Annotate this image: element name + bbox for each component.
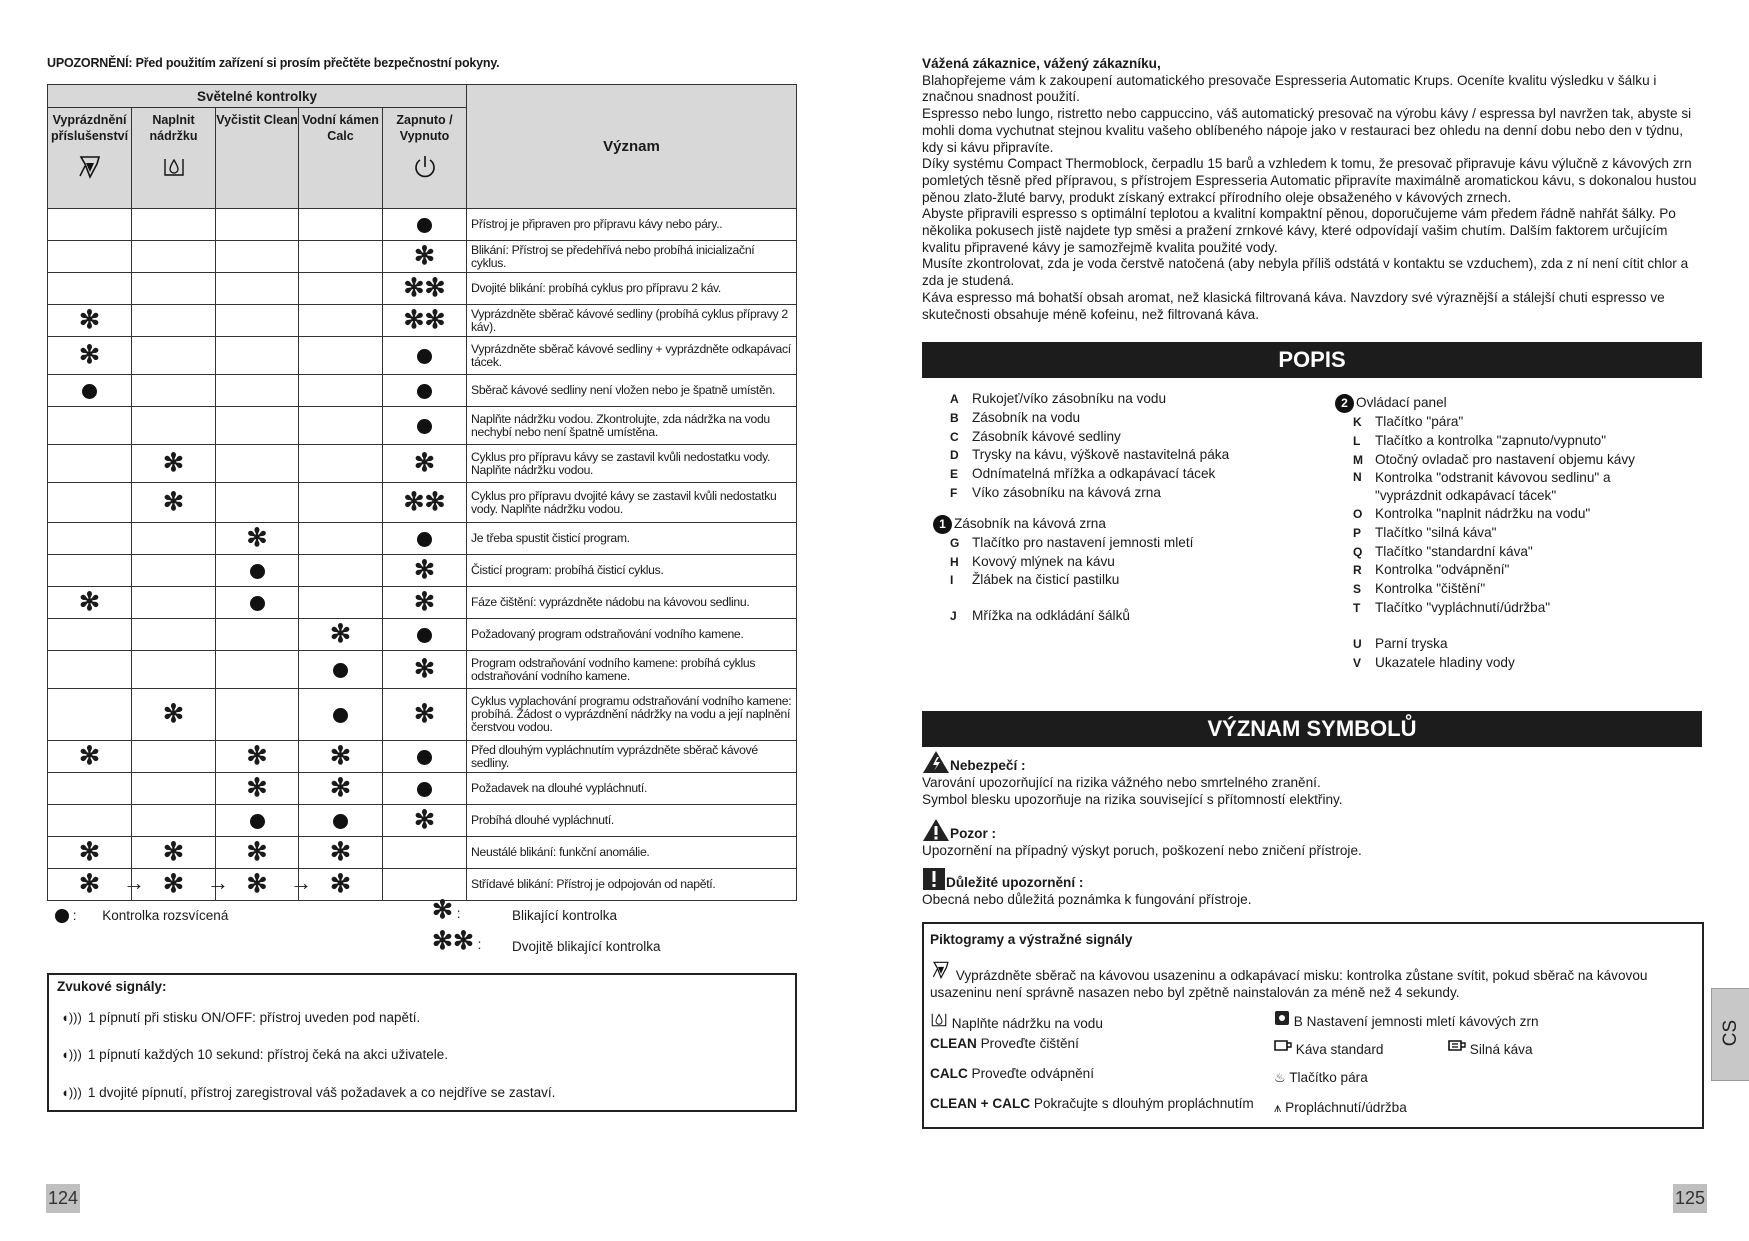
blink-icon: ✻ bbox=[163, 449, 184, 477]
meaning-cell: Dvojité blikání: probíhá cyklus pro přípravu 2 káv. bbox=[467, 273, 797, 305]
indicator-cell bbox=[48, 241, 132, 273]
indicator-cell bbox=[299, 741, 383, 773]
indicator-cell bbox=[216, 273, 299, 305]
table-row bbox=[48, 445, 797, 483]
list-item: F Víko zásobníku na kávová zrna bbox=[950, 484, 1161, 500]
meaning-cell: Neustálé blikání: funkční anomálie. bbox=[467, 837, 797, 869]
grinder-icon bbox=[1274, 1010, 1290, 1026]
safety-warning: UPOZORNĚNÍ: Před použitím zařízení si prosím přečtěte bezpečnostní pokyny. bbox=[47, 56, 500, 70]
meaning-cell: Požadovaný program odstraňování vodního kamene. bbox=[467, 619, 797, 651]
lit-dot-icon bbox=[417, 628, 432, 643]
blink-icon: ✻ bbox=[330, 838, 351, 866]
indicator-cell bbox=[299, 587, 383, 619]
blink-icon: ✻ bbox=[330, 774, 351, 802]
blink-icon: ✻ bbox=[163, 488, 184, 516]
group1-title: 1 Zásobník na kávová zrna bbox=[933, 515, 1320, 534]
list-item: T Tlačítko "vypláchnutí/údržba" bbox=[1353, 599, 1551, 615]
indicator-cell bbox=[216, 619, 299, 651]
indicator-cell bbox=[299, 375, 383, 407]
indicator-cell bbox=[48, 407, 132, 445]
indicator-cell bbox=[216, 741, 299, 773]
lit-dot-icon bbox=[333, 663, 348, 678]
col-header-clean: Vyčistit Clean bbox=[216, 108, 299, 209]
blink-icon: ✻ bbox=[246, 742, 268, 770]
list-item: I Žlábek na čisticí pastilku bbox=[950, 572, 1120, 588]
indicator-cell bbox=[216, 651, 299, 689]
list-item: V Ukazatele hladiny vody bbox=[1353, 654, 1515, 670]
indicator-cell bbox=[216, 555, 299, 587]
pictograms-title: Piktogramy a výstražné signály bbox=[930, 932, 1133, 947]
indicator-cell bbox=[299, 241, 383, 273]
lit-dot-icon bbox=[333, 708, 348, 723]
col-header-power: Zapnuto / Vypnuto bbox=[383, 108, 467, 209]
list-item: J Mřížka na odkládání šálků bbox=[950, 608, 1130, 624]
danger-icon bbox=[922, 750, 950, 774]
indicator-cell bbox=[132, 523, 216, 555]
meaning-cell: Probíhá dlouhé vypláchnutí. bbox=[467, 805, 797, 837]
table-row bbox=[48, 209, 797, 241]
indicator-cell bbox=[216, 445, 299, 483]
col-header-calc: Vodní kámen Calc bbox=[299, 108, 383, 209]
blink-icon: ✻ bbox=[330, 742, 351, 770]
meaning-cell: Blikání: Přístroj se předehřívá nebo probíhá inicializační cyklus. bbox=[467, 241, 797, 273]
water-tank-icon bbox=[930, 1010, 948, 1028]
table-row bbox=[48, 375, 797, 407]
drip-tray-icon bbox=[77, 154, 103, 180]
lit-dot-icon bbox=[333, 814, 348, 829]
list-item: S Kontrolka "čištění" bbox=[1353, 581, 1486, 597]
list-item: E Odnímatelná mřížka a odkapávací tácek bbox=[950, 466, 1216, 482]
indicator-cell bbox=[383, 273, 467, 305]
drip-tray-icon bbox=[930, 960, 952, 980]
list-item: C Zásobník kávové sedliny bbox=[950, 428, 1121, 444]
indicator-cell bbox=[48, 587, 132, 619]
lit-dot-icon bbox=[417, 782, 432, 797]
indicator-cell bbox=[383, 483, 467, 523]
indicator-cell bbox=[299, 773, 383, 805]
indicator-cell bbox=[383, 305, 467, 337]
lit-dot-icon bbox=[417, 384, 432, 399]
indicator-cell bbox=[299, 445, 383, 483]
table-row bbox=[48, 483, 797, 523]
indicator-cell bbox=[383, 773, 467, 805]
list-item: Q Tlačítko "standardní káva" bbox=[1353, 543, 1533, 559]
col-header-fill-tank: Naplnit nádržku bbox=[132, 108, 216, 209]
indicator-cell bbox=[48, 523, 132, 555]
indicator-cell bbox=[299, 523, 383, 555]
indicator-cell bbox=[383, 689, 467, 741]
indicator-cell bbox=[216, 523, 299, 555]
indicator-cell bbox=[132, 273, 216, 305]
water-tank-icon bbox=[162, 154, 186, 178]
sound-item: ◖))) 1 pípnutí každých 10 sekund: přístroj čeká na akci uživatele. bbox=[61, 1047, 449, 1062]
indicator-cell bbox=[299, 619, 383, 651]
indicator-cell bbox=[383, 587, 467, 619]
rinse-pictogram: ⩚ Propláchnutí/údržba bbox=[1274, 1100, 1407, 1115]
indicator-cell bbox=[383, 805, 467, 837]
indicator-cell bbox=[132, 375, 216, 407]
indicator-cell bbox=[299, 689, 383, 741]
lit-dot-icon bbox=[250, 596, 265, 611]
blink-icon: ✻ bbox=[414, 806, 435, 834]
page-number-right: 125 bbox=[1673, 1184, 1707, 1213]
indicator-cell bbox=[216, 773, 299, 805]
sound-item: ◖))) 1 dvojité pípnutí, přístroj zaregistroval váš požadavek a co nejdříve se zastaví. bbox=[61, 1085, 556, 1100]
table-row bbox=[48, 689, 797, 741]
indicator-cell bbox=[132, 445, 216, 483]
blink-icon: ✻ bbox=[79, 838, 100, 866]
table-row bbox=[48, 273, 797, 305]
indicator-cell bbox=[132, 689, 216, 741]
lit-dot-icon bbox=[417, 419, 432, 434]
indicator-cell bbox=[216, 407, 299, 445]
lit-dot-icon bbox=[417, 218, 432, 233]
blink-icon: ✻ bbox=[330, 870, 351, 898]
indicator-cell bbox=[132, 555, 216, 587]
steam-pictogram: ♨ Tlačítko pára bbox=[1274, 1070, 1368, 1085]
indicator-cell bbox=[383, 869, 467, 901]
table-row bbox=[48, 651, 797, 689]
indicator-cell bbox=[299, 407, 383, 445]
lit-dot-icon bbox=[250, 564, 265, 579]
indicator-cell bbox=[132, 241, 216, 273]
fill-tank-pictogram: Naplňte nádržku na vodu bbox=[930, 1010, 1103, 1031]
page-number-left: 124 bbox=[46, 1184, 80, 1213]
indicator-cell bbox=[132, 805, 216, 837]
intro-text: Vážená zákaznice, vážený zákazníku, Blahopřejeme vám k zakoupení automatického presovače Espresseria Automatic Krups. Oceníte kvalitu výsledku v šálku i značnou snadnost použití. Espresso nebo lungo, ristretto nebo cappuccino, váš automatický presovač na výrobu kávy / espressa byl navržen tak, abyste si mohli doma vychutnat stejnou kvalitu vašeho oblíbeného nápoje jako v restauraci bez ohledu na denní dobu nebo den v týdnu, kdy si kávu připravíte. Díky systému Compact Thermoblock, čerpadlu 15 barů a vzhledem k tomu, že presovač připravuje kávu výlučně z kávových zrn pomletých těsně před přípravou, s přístrojem Espresseria Automatic připravíte maximálně aromatickou kávu, s dokonalou hustou pěnou zlato-žluté barvy, produkt získaný extrakcí přírodního oleje obsaženého v kávových zrnech. Abyste připravili espresso s optimální teplotou a kvalitní kompaktní pěnou, doporučujeme vám předem řádně nahřát šálky. Po několika pokusech jistě najdete typ směsi a pražení zrnkové kávy, které odpovídají vašim chutím. Dalším faktorem určujícím kvalitu připravené kávy je samozřejmě kvalita použité vody. Musíte zkontrolovat, zda je voda čerstvě natočená (aby nebyla příliš odstátá v kontaktu se vzduchem), zda z ní není cítit chlor a zda je studená. Káva espresso má bohatší obsah aromat, než klasická filtrovaná káva. Navzdory své výraznější a stálejší chuti espresso ve skutečnosti obsahuje méně kofeinu, než filtrovaná káva. bbox=[922, 56, 1697, 322]
table-row bbox=[48, 837, 797, 869]
indicator-cell bbox=[383, 741, 467, 773]
table-row bbox=[48, 619, 797, 651]
double-blink-icon: ✻✻ bbox=[432, 927, 474, 955]
meaning-cell: Program odstraňování vodního kamene: probíhá cyklus odstraňování vodního kamene. bbox=[467, 651, 797, 689]
double-blink-icon: ✻✻ bbox=[403, 274, 446, 302]
meaning-cell: Přístroj je připraven pro přípravu kávy nebo páry.. bbox=[467, 209, 797, 241]
indicator-cell bbox=[48, 619, 132, 651]
indicator-cell bbox=[383, 241, 467, 273]
indicator-cell bbox=[132, 209, 216, 241]
blink-icon: ✻ bbox=[330, 620, 351, 648]
number-badge: 2 bbox=[1335, 394, 1354, 413]
list-item: O Kontrolka "naplnit nádržku na vodu" bbox=[1353, 505, 1591, 521]
indicator-cell bbox=[132, 407, 216, 445]
list-item: K Tlačítko "pára" bbox=[1353, 414, 1464, 429]
clean-pictogram: CLEAN Proveďte čištění bbox=[930, 1036, 1079, 1051]
power-icon bbox=[412, 154, 438, 180]
indicator-cell bbox=[48, 209, 132, 241]
list-item: G Tlačítko pro nastavení jemnosti mletí bbox=[950, 534, 1194, 550]
blink-icon: ✻ bbox=[79, 870, 100, 898]
indicator-cell bbox=[216, 587, 299, 619]
meaning-cell: Cyklus pro přípravu dvojité kávy se zastavil kvůli nedostatku vody. Naplňte nádržku vodou. bbox=[467, 483, 797, 523]
legend-lit: : Kontrolka rozsvícená bbox=[55, 908, 228, 923]
table-row bbox=[48, 773, 797, 805]
indicator-cell bbox=[216, 209, 299, 241]
indicator-cell bbox=[383, 555, 467, 587]
indicator-cell bbox=[48, 337, 132, 375]
legend-blink: ✻ : Blikající kontrolka bbox=[432, 896, 618, 924]
indicator-cell bbox=[216, 305, 299, 337]
blink-icon: ✻ bbox=[414, 655, 435, 683]
lit-dot-icon bbox=[417, 532, 432, 547]
blink-icon: ✻ bbox=[246, 838, 268, 866]
indicator-cell bbox=[48, 805, 132, 837]
grind-pictogram: B Nastavení jemnosti mletí kávových zrn bbox=[1274, 1010, 1539, 1029]
indicator-cell bbox=[48, 445, 132, 483]
symbols-section: Nebezpečí : Varování upozorňující na rizika vážného nebo smrtelného zranění. Symbol blesku upozorňuje na rizika související s přítomností elektřiny. Pozor : Upozornění na případný výskyt poruch, poškození nebo zničení přístroje. Důležité upozornění : Obecná nebo důležitá poznámka k fungování přístroje. bbox=[922, 750, 1692, 908]
speaker-icon: ◖))) bbox=[61, 1047, 82, 1062]
blink-icon: ✻ bbox=[414, 242, 435, 270]
standard-coffee-pictogram: Káva standard bbox=[1274, 1040, 1383, 1057]
table-row bbox=[48, 407, 797, 445]
meaning-cell: Cyklus pro přípravu kávy se zastavil kvůli nedostatku vody. Naplňte nádržku vodou. bbox=[467, 445, 797, 483]
meaning-cell: Fáze čištění: vyprázdněte nádobu na kávovou sedlinu. bbox=[467, 587, 797, 619]
arrow-right-icon: → bbox=[290, 870, 312, 895]
lit-dot-icon bbox=[250, 814, 265, 829]
caution-icon bbox=[922, 818, 950, 842]
popis-heading: POPIS bbox=[922, 342, 1702, 378]
list-item: D Trysky na kávu, výškově nastavitelná páka bbox=[950, 447, 1230, 463]
important-icon bbox=[922, 867, 946, 891]
blink-icon: ✻ bbox=[163, 700, 184, 728]
indicator-table bbox=[47, 84, 797, 901]
meaning-cell: Před dlouhým vypláchnutím vyprázdněte sběrač kávové sedliny. bbox=[467, 741, 797, 773]
indicator-cell bbox=[132, 619, 216, 651]
blink-icon: ✻ bbox=[163, 838, 184, 866]
indicator-cell bbox=[383, 375, 467, 407]
list-item: R Kontrolka "odvápnění" bbox=[1353, 562, 1510, 578]
meaning-cell: Požadavek na dlouhé vypláchnutí. bbox=[467, 773, 797, 805]
indicator-cell bbox=[299, 337, 383, 375]
meaning-cell: Střídavé blikání: Přístroj je odpojován od napětí. bbox=[467, 869, 797, 901]
language-tab: CS bbox=[1711, 988, 1749, 1081]
calc-pictogram: CALC Proveďte odvápnění bbox=[930, 1066, 1095, 1081]
strong-coffee-icon bbox=[1448, 1040, 1466, 1054]
arrow-right-icon: → bbox=[207, 870, 229, 895]
indicator-cell bbox=[48, 555, 132, 587]
indicator-cell bbox=[383, 337, 467, 375]
lit-dot-icon bbox=[417, 750, 432, 765]
list-item: P Tlačítko "silná káva" bbox=[1353, 524, 1497, 540]
meaning-cell: Je třeba spustit čisticí program. bbox=[467, 523, 797, 555]
steam-icon: ♨ bbox=[1274, 1070, 1286, 1085]
legend-double-blink: ✻✻ : Dvojitě blikající kontrolka bbox=[432, 927, 661, 955]
indicator-cell bbox=[383, 837, 467, 869]
meaning-cell: Naplňte nádržku vodou. Zkontrolujte, zda nádržka na vodu nechybí nebo není špatně umístěna. bbox=[467, 407, 797, 445]
indicator-cell bbox=[383, 407, 467, 445]
double-blink-icon: ✻✻ bbox=[403, 306, 446, 334]
blink-icon: ✻ bbox=[79, 742, 100, 770]
indicator-cell bbox=[132, 837, 216, 869]
sound-signals-box bbox=[47, 973, 797, 1112]
list-item: A Rukojeť/víko zásobníku na vodu bbox=[950, 391, 1167, 406]
indicator-cell bbox=[383, 445, 467, 483]
indicator-cell bbox=[299, 805, 383, 837]
indicator-cell bbox=[299, 305, 383, 337]
indicator-cell bbox=[299, 209, 383, 241]
parts-list-left bbox=[939, 390, 1320, 626]
indicator-cell bbox=[299, 483, 383, 523]
indicator-cell bbox=[383, 651, 467, 689]
blink-icon: ✻ bbox=[246, 774, 268, 802]
blink-icon: ✻ bbox=[246, 524, 268, 552]
indicator-cell bbox=[132, 305, 216, 337]
symbols-heading: VÝZNAM SYMBOLŮ bbox=[922, 711, 1702, 747]
blink-icon: ✻ bbox=[414, 449, 435, 477]
pictograms-box bbox=[922, 922, 1704, 1129]
sound-item: ◖))) 1 pípnutí při stisku ON/OFF: přístroj uveden pod napětí. bbox=[61, 1010, 421, 1025]
lit-dot-icon bbox=[55, 909, 69, 923]
indicator-cell bbox=[216, 337, 299, 375]
indicator-cell bbox=[132, 773, 216, 805]
indicator-cell bbox=[132, 483, 216, 523]
indicator-cell bbox=[48, 305, 132, 337]
indicator-cell bbox=[216, 805, 299, 837]
indicator-cell bbox=[132, 651, 216, 689]
sound-signals-title: Zvukové signály: bbox=[57, 979, 167, 994]
blink-icon: ✻ bbox=[163, 870, 184, 898]
indicator-cell bbox=[48, 375, 132, 407]
lit-dot-icon bbox=[82, 384, 97, 399]
indicator-cell bbox=[48, 483, 132, 523]
indicator-group-header: Světelné kontrolky bbox=[48, 85, 467, 108]
meaning-header: Význam bbox=[467, 85, 797, 209]
list-item: H Kovový mlýnek na kávu bbox=[950, 553, 1115, 569]
table-row bbox=[48, 337, 797, 375]
meaning-cell: Cyklus vyplachování programu odstraňování vodního kamene: probíhá. Žádost o vyprázdnění nádržky na vodu a její naplnění čerstvou vodou. bbox=[467, 689, 797, 741]
indicator-cell bbox=[48, 837, 132, 869]
rinse-icon: ⩚ bbox=[1274, 1100, 1282, 1115]
indicator-cell bbox=[299, 555, 383, 587]
indicator-cell bbox=[48, 741, 132, 773]
group2-title: 2 Ovládací panel bbox=[1335, 394, 1675, 413]
indicator-cell bbox=[216, 483, 299, 523]
list-item: B Zásobník na vodu bbox=[950, 409, 1081, 425]
parts-list-right bbox=[1335, 394, 1675, 672]
indicator-cell bbox=[216, 837, 299, 869]
meaning-cell: Vyprázdněte sběrač kávové sedliny + vyprázdněte odkapávací tácek. bbox=[467, 337, 797, 375]
double-blink-icon: ✻✻ bbox=[403, 488, 446, 516]
blink-icon: ✻ bbox=[79, 588, 100, 616]
list-item: U Parní tryska bbox=[1353, 635, 1448, 651]
table-row bbox=[48, 587, 797, 619]
indicator-cell bbox=[383, 209, 467, 241]
table-row bbox=[48, 241, 797, 273]
indicator-cell bbox=[299, 651, 383, 689]
indicator-cell bbox=[216, 689, 299, 741]
number-badge: 1 bbox=[933, 515, 952, 534]
meaning-cell: Čisticí program: probíhá čisticí cyklus. bbox=[467, 555, 797, 587]
blink-icon: ✻ bbox=[414, 588, 435, 616]
speaker-icon: ◖))) bbox=[61, 1085, 82, 1100]
table-row bbox=[48, 523, 797, 555]
blink-icon: ✻ bbox=[79, 306, 100, 334]
clean-calc-pictogram: CLEAN + CALC Pokračujte s dlouhým propláchnutím bbox=[930, 1096, 1254, 1111]
col-header-empty-accessory: Vyprázdnění příslušenství bbox=[48, 108, 132, 209]
list-item: N Kontrolka "odstranit kávovou sedlinu" a "vyprázdnit odkapávací tácek" bbox=[1353, 470, 1611, 504]
blink-icon: ✻ bbox=[246, 870, 268, 898]
indicator-cell bbox=[383, 619, 467, 651]
table-row bbox=[48, 869, 797, 901]
indicator-cell bbox=[48, 273, 132, 305]
indicator-cell bbox=[48, 689, 132, 741]
indicator-cell bbox=[132, 741, 216, 773]
meaning-cell: Sběrač kávové sedliny není vložen nebo je špatně umístěn. bbox=[467, 375, 797, 407]
arrow-right-icon: → bbox=[123, 870, 145, 895]
indicator-cell bbox=[216, 241, 299, 273]
indicator-cell bbox=[132, 337, 216, 375]
drip-pictogram-text: Vyprázdněte sběrač na kávovou usazeninu a odkapávací misku: kontrolka zůstane svítit, pokud sběrač na kávovou usazeninu není správně nasazen nebo byl zpětně nainstalován za méně než 4 sekundy. bbox=[930, 960, 1690, 1001]
indicator-cell bbox=[132, 587, 216, 619]
list-item: L Tlačítko a kontrolka "zapnuto/vypnuto" bbox=[1353, 432, 1607, 448]
table-row bbox=[48, 805, 797, 837]
indicator-cell bbox=[299, 273, 383, 305]
coffee-cup-icon bbox=[1274, 1040, 1292, 1054]
indicator-cell bbox=[216, 375, 299, 407]
blink-icon: ✻ bbox=[79, 341, 100, 369]
list-item: M Otočný ovladač pro nastavení objemu kávy bbox=[1353, 451, 1635, 467]
blink-icon: ✻ bbox=[414, 556, 435, 584]
strong-coffee-pictogram: Silná káva bbox=[1448, 1040, 1533, 1057]
speaker-icon: ◖))) bbox=[61, 1010, 82, 1025]
lit-dot-icon bbox=[417, 349, 432, 364]
blink-icon: ✻ bbox=[432, 896, 453, 924]
table-row bbox=[48, 741, 797, 773]
table-row bbox=[48, 305, 797, 337]
meaning-cell: Vyprázdněte sběrač kávové sedliny (probíhá cyklus přípravy 2 káv). bbox=[467, 305, 797, 337]
indicator-cell bbox=[48, 651, 132, 689]
indicator-cell bbox=[299, 837, 383, 869]
indicator-cell bbox=[48, 773, 132, 805]
indicator-cell bbox=[383, 523, 467, 555]
indicator-cell bbox=[48, 869, 145, 901]
blink-icon: ✻ bbox=[414, 700, 435, 728]
table-row bbox=[48, 555, 797, 587]
